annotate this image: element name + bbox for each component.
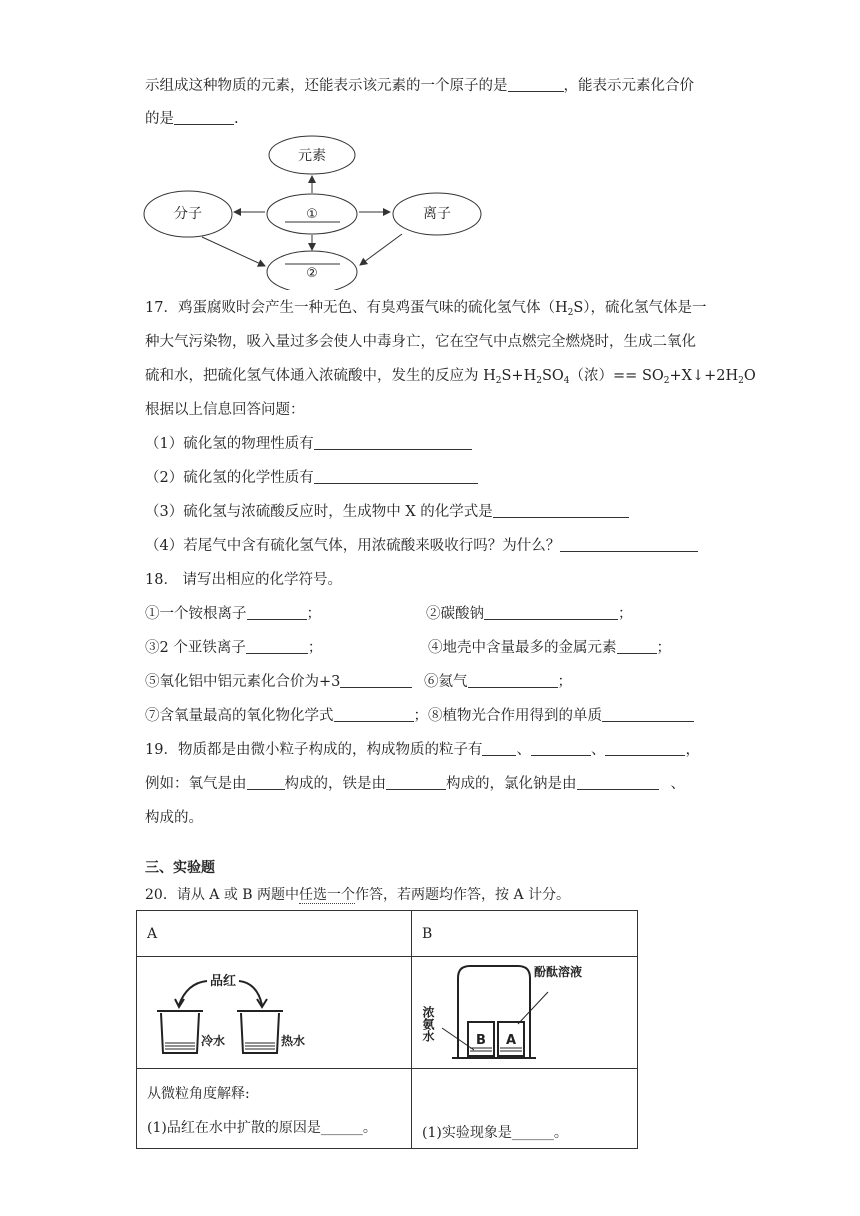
answer-blank[interactable]	[493, 503, 629, 518]
subscript: 4	[563, 376, 570, 386]
answer-blank[interactable]	[386, 775, 446, 790]
q18-row-2	[145, 636, 322, 657]
q18-row-4	[145, 704, 428, 725]
answer-blank[interactable]	[482, 741, 516, 756]
q18-row-2b	[428, 636, 671, 657]
q17-part-3	[145, 500, 629, 521]
q17-part-label: （2）硫化氢的化学性质有	[145, 470, 314, 486]
q18-item-5: ⑤氧化铝中铝元素化合价为+3	[145, 674, 341, 690]
separator: ；	[306, 606, 321, 622]
section-heading: 三、实验题	[145, 860, 215, 876]
q19-text: 构成的，氯化钠是由	[446, 776, 577, 792]
q18-row-3	[145, 670, 412, 691]
separator: ；	[618, 606, 633, 622]
q19-text: 19．物质都是由微小粒子构成的，构成物质的粒子有	[145, 742, 483, 758]
q19-line-3	[145, 806, 203, 827]
center-label: ①	[306, 207, 318, 222]
answer-blank[interactable]	[246, 639, 308, 654]
q17-line-1	[145, 296, 707, 318]
a-prompt: 从微粒角度解释:	[147, 1086, 250, 1102]
answer-blank[interactable]	[577, 775, 659, 790]
molecule-label: 分子	[174, 206, 202, 222]
subscript: 2	[536, 376, 542, 386]
q18-row-1	[145, 602, 321, 623]
q17-part-2	[145, 466, 478, 487]
ion-label: 离子	[423, 206, 451, 222]
q19-line-2	[145, 772, 685, 793]
q20-emphasis: 任选一个	[299, 887, 356, 903]
separator: ；	[413, 708, 428, 724]
concept-diagram	[140, 134, 485, 290]
q18-title	[145, 568, 342, 589]
q17-part-label: （4）若尾气中含有硫化氢气体，用浓硫酸来吸收行吗？为什么？	[145, 538, 561, 554]
answer-blank[interactable]	[247, 775, 285, 790]
answer-blank[interactable]	[531, 741, 591, 756]
subscript: 2	[738, 376, 744, 386]
q18-item-8: ⑧植物光合作用得到的单质	[428, 708, 602, 724]
q20-text: 作答，若两题均作答，按 A 计分。	[355, 887, 571, 903]
q18-item-6: ⑥氦气	[424, 674, 468, 690]
q17-text: 根据以上信息回答问题：	[145, 402, 305, 418]
hot-water-label: 热水	[281, 1033, 306, 1048]
beaker-b-label: B	[476, 1032, 486, 1048]
answer-b-cell	[412, 1069, 638, 1149]
answer-blank[interactable]	[468, 673, 558, 688]
answer-blank[interactable]	[617, 639, 657, 654]
answer-blank[interactable]	[605, 741, 685, 756]
experiment-table	[136, 910, 638, 1149]
answer-blank[interactable]	[484, 605, 618, 620]
q18-item-3: ③2 个亚铁离子	[145, 640, 246, 656]
q18-row-3b	[424, 670, 572, 691]
a-question-1[interactable]: (1)品红在水中扩散的原因是______。	[147, 1120, 377, 1136]
q20-text: 20．请从 A 或 B 两题中	[145, 887, 300, 903]
intro-text-b: ，能表示元素化合价	[563, 78, 694, 94]
element-label: 元素	[298, 148, 326, 164]
answer-blank[interactable]	[340, 673, 412, 688]
b-question-1[interactable]: (1)实验现象是______。	[422, 1125, 568, 1141]
q19-text: 例如：氧气是由	[145, 776, 247, 792]
answer-blank[interactable]	[508, 77, 564, 92]
q18-row-4b	[428, 704, 694, 725]
figure-a-cell	[137, 957, 412, 1069]
q17-text: 17．鸡蛋腐败时会产生一种无色、有臭鸡蛋气味的硫化氢气体（H	[145, 300, 568, 316]
q17-text: S+H	[501, 368, 537, 384]
subscript: 2	[495, 376, 502, 386]
beaker-a-label: A	[505, 1032, 517, 1048]
phenolphthalein-label: 酚酞溶液	[534, 964, 582, 979]
separator: 、	[516, 742, 531, 758]
q18-item-4: ④地壳中含量最多的金属元素	[428, 640, 617, 656]
separator: ；	[307, 640, 323, 656]
subscript: 2	[567, 308, 574, 318]
intro-period: .	[234, 111, 239, 127]
answer-blank[interactable]	[560, 537, 698, 552]
separator: 、	[670, 776, 685, 792]
separator: 、	[590, 742, 606, 758]
answer-blank[interactable]	[247, 605, 307, 620]
q18-title-text: 18． 请写出相应的化学符号。	[145, 572, 343, 588]
intro-line-1	[145, 74, 694, 95]
q17-text: S），硫化氢气体是一	[573, 300, 707, 316]
ammonia-label: 浓氨水	[422, 1005, 435, 1042]
intro-text-a: 示组成这种物质的元素，还能表示该元素的一个原子的是	[145, 78, 508, 94]
separator: ，	[685, 742, 700, 758]
diffusion-figure	[147, 961, 317, 1061]
answer-blank[interactable]	[602, 707, 694, 722]
q19-text: 构成的。	[145, 810, 203, 826]
intro-text-c: 的是	[145, 111, 174, 127]
q20-intro	[145, 884, 570, 904]
figure-b-cell	[412, 957, 638, 1069]
q18-item-7: ⑦含氧量最高的氧化物化学式	[145, 708, 334, 724]
q17-text: 种大气污染物，吸入量过多会使人中毒身亡，它在空气中点燃完全燃烧时，生成二氧化	[145, 334, 696, 350]
intro-line-2	[145, 107, 239, 128]
bottom-label: ②	[306, 266, 318, 281]
q17-part-label: （3）硫化氢与浓硫酸反应时，生成物中 X 的化学式是	[145, 504, 493, 520]
q17-part-label: （1）硫化氢的物理性质有	[145, 436, 314, 452]
q17-part-1	[145, 432, 472, 453]
q17-line-2	[145, 330, 696, 351]
q19-text: 构成的，铁是由	[284, 776, 386, 792]
q17-text: 硫和水，把硫化氢气体通入浓硫酸中，发生的反应为 H	[145, 368, 496, 384]
subscript: 2	[663, 376, 670, 386]
separator: ；	[557, 674, 572, 690]
q17-text: O	[743, 368, 756, 384]
col-header-b: B	[412, 911, 638, 957]
q18-item-1: ①一个铵根离子	[145, 606, 247, 622]
answer-blank[interactable]	[334, 707, 414, 722]
answer-blank[interactable]	[314, 469, 478, 484]
ammonia-figure	[422, 958, 582, 1064]
q17-text: SO	[541, 368, 564, 384]
answer-a-cell	[137, 1069, 412, 1149]
q17-line-4	[145, 398, 305, 419]
answer-blank[interactable]	[174, 110, 234, 125]
q18-item-2: ②碳酸钠	[426, 606, 484, 622]
cold-water-label: 冷水	[201, 1033, 226, 1048]
col-header-a: A	[137, 911, 412, 957]
separator: ；	[656, 640, 671, 656]
q18-row-1b	[426, 602, 633, 623]
q17-part-4	[145, 534, 698, 555]
answer-blank[interactable]	[314, 435, 472, 450]
q19-line-1	[145, 738, 700, 759]
q17-text: +X↓+2H	[669, 368, 739, 384]
dye-label: 品红	[209, 973, 237, 989]
q17-line-3	[145, 364, 756, 386]
q17-text: （浓）== SO	[569, 368, 664, 384]
